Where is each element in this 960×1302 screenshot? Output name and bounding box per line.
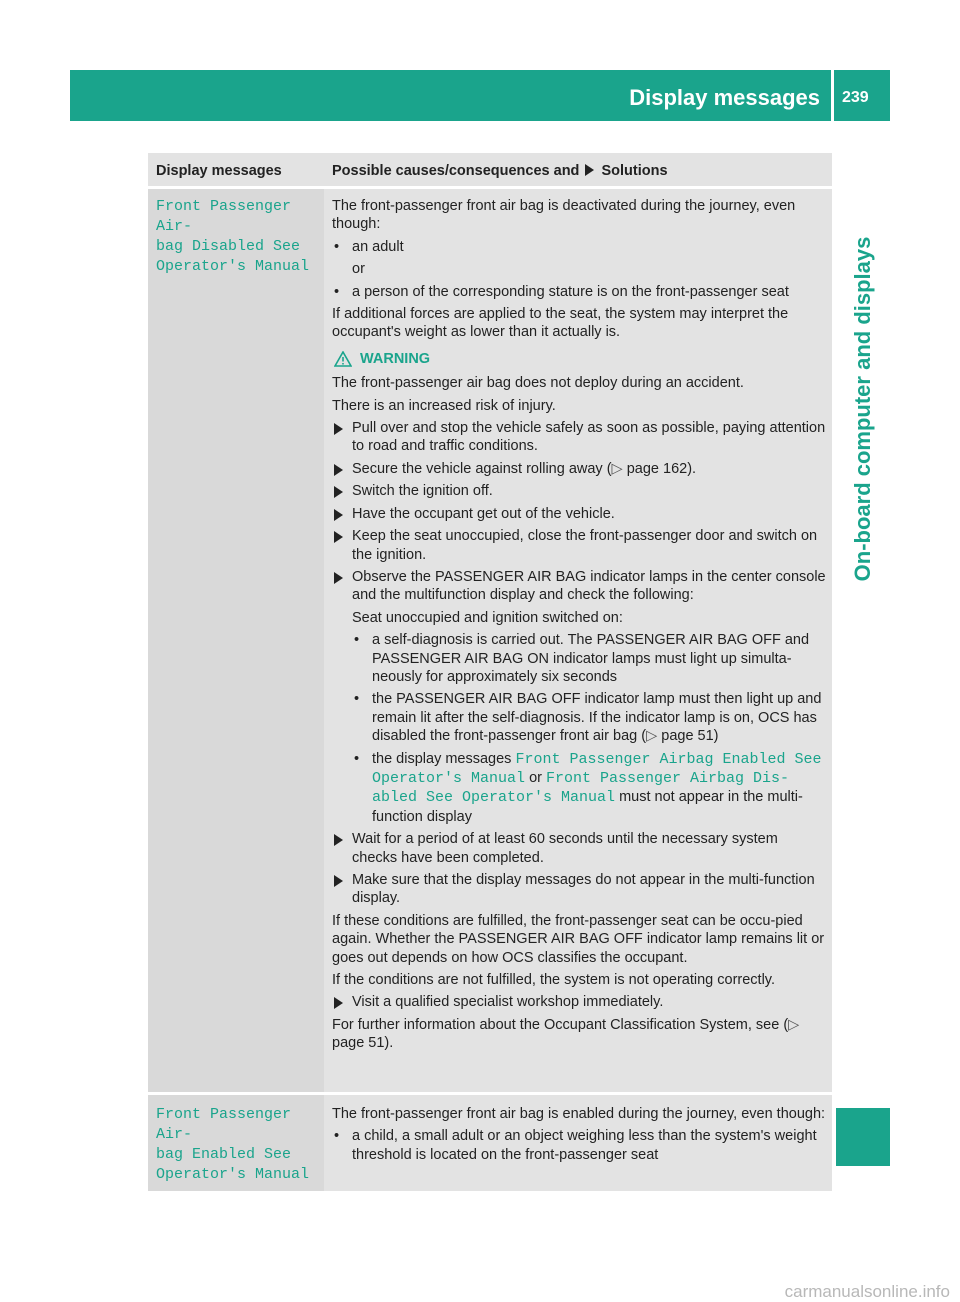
display-message-code: Front Passenger Airbag Dis‐abled See Operator's Manual <box>372 769 790 807</box>
list-item <box>352 750 826 827</box>
check-text: or <box>529 769 542 786</box>
action-step <box>332 460 826 478</box>
table-row <box>148 1095 832 1194</box>
message-line: Operator's Manual <box>156 1166 310 1183</box>
warning-text: The front-passenger air bag does not deploy during an accident. <box>332 375 744 392</box>
list-item: • a child, a small adult or an object weighing less than the system's weight threshold is located on the front-passenger seat <box>332 1127 826 1164</box>
page-ref-icon: ▷ <box>788 1016 800 1033</box>
message-line: Front Passenger Air‐ <box>156 198 292 235</box>
warning-label: WARNING <box>360 350 431 367</box>
list-item: • a person of the corresponding stature is on the front-passenger seat <box>332 283 826 301</box>
col-header-causes <box>324 153 832 186</box>
list-item: • an adult <box>332 238 826 256</box>
action-step: Wait for a period of at least 60 seconds until the necessary system checks have been completed. <box>332 830 826 867</box>
display-message-cell <box>148 1095 324 1191</box>
causes-solutions-cell <box>324 1095 832 1191</box>
page-number: 239 <box>842 89 869 106</box>
page-ref-link[interactable]: page 162). <box>626 460 697 477</box>
page-ref-icon: ▷ <box>611 460 623 477</box>
causes-solutions-cell <box>324 189 832 1092</box>
message-line: bag Disabled See <box>156 238 301 255</box>
not-fulfilled-text: If the conditions are not fulfilled, the system is not operating correctly. <box>332 972 776 989</box>
message-line: Operator's Manual <box>156 258 310 275</box>
table-row <box>148 189 832 1095</box>
list-item <box>352 690 826 745</box>
display-message-cell <box>148 189 324 1092</box>
check-text: the display messages <box>372 750 512 767</box>
check-text: must not appear in the multi-function display <box>372 789 803 825</box>
message-line: Front Passenger Air‐ <box>156 1106 292 1143</box>
page-ref-link[interactable]: page 51) <box>661 728 719 745</box>
action-step: Pull over and stop the vehicle safely as soon as possible, paying attention to road and traffic conditions. <box>332 419 826 456</box>
intro-text: The front-passenger front air bag is enabled during the journey, even though: <box>332 1106 826 1122</box>
display-messages-table <box>148 153 832 1194</box>
action-step: Visit a qualified specialist workshop immediately. <box>332 993 826 1011</box>
seat-unoccupied-text: Seat unoccupied and ignition switched on: <box>352 609 623 626</box>
check-text: the PASSENGER AIR BAG OFF indicator lamp must then light up and remain lit after the self-diagnosis. If the indicator lamp is on, OCS has disabled the front-passenger front air bag ( <box>372 691 822 745</box>
side-section-label <box>836 214 890 604</box>
action-arrow-icon <box>585 164 594 176</box>
page-ref-icon: ▷ <box>646 728 658 745</box>
action-step: Keep the seat unoccupied, close the front-passenger door and switch on the ignition. <box>332 527 826 564</box>
watermark: carmanualsonline.info <box>784 1282 950 1301</box>
action-step: Observe the PASSENGER AIR BAG indicator lamps in the center console and the multifunction display and check the following: <box>332 568 826 605</box>
table-header <box>148 153 832 189</box>
display-message-code: Front Passenger Airbag Enabled See Operator's Manual <box>372 750 822 787</box>
action-text: Secure the vehicle against rolling away ( <box>352 460 612 477</box>
further-info-text <box>332 1016 826 1053</box>
or-text: or <box>352 261 365 278</box>
side-tab-marker <box>836 1108 890 1166</box>
warning-heading <box>332 350 826 368</box>
header-title: Display messages <box>629 85 820 110</box>
warning-text: There is an increased risk of injury. <box>332 397 556 414</box>
side-section-text: On-board computer and displays <box>850 236 875 582</box>
check-block <box>332 609 826 826</box>
list-item: • a self-diagnosis is carried out. The PASSENGER AIR BAG OFF and PASSENGER AIR BAG ON indicator lamps must light up simulta-neously for approximately six seconds <box>352 631 826 686</box>
message-line: bag Enabled See <box>156 1146 292 1163</box>
fulfilled-text: If these conditions are fulfilled, the front-passenger seat can be occu-pied again. Whether the PASSENGER AIR BAG OFF indicator lamp remains lit or goes out depends on how OCS classifies the occupant. <box>332 912 825 966</box>
col2-header-text-a: Possible causes/consequences and <box>332 163 580 179</box>
header-separator <box>831 70 834 121</box>
intro-text: The front-passenger front air bag is deactivated during the journey, even though: <box>332 198 796 233</box>
col-header-display-messages: Display messages <box>156 163 282 179</box>
further-text: For further information about the Occupant Classification System, see ( <box>332 1016 789 1033</box>
action-step: Make sure that the display messages do not appear in the multi-function display. <box>332 871 826 908</box>
action-step: Switch the ignition off. <box>332 482 826 500</box>
action-step: Have the occupant get out of the vehicle. <box>332 505 826 523</box>
warning-triangle-icon <box>334 351 352 367</box>
page-header <box>70 70 890 121</box>
forces-text: If additional forces are applied to the seat, the system may interpret the occupant's weight as lower than it actually is. <box>332 306 789 341</box>
col2-header-text-b: Solutions <box>601 163 668 179</box>
page-ref-link[interactable]: page 51). <box>332 1035 394 1052</box>
